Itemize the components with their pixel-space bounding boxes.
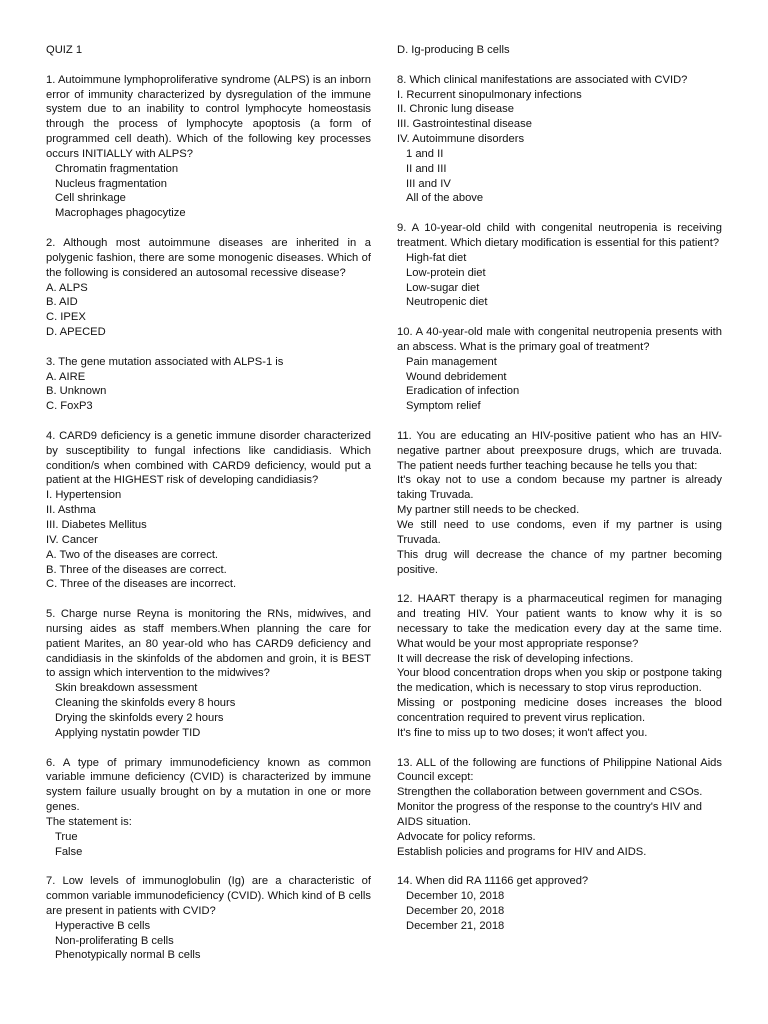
answer-option: Chromatin fragmentation <box>55 162 179 175</box>
answer-option: Cell shrinkage <box>55 192 126 205</box>
answer-option: III and IV <box>406 177 451 190</box>
answer-option: Symptom relief <box>406 400 481 413</box>
answer-option: B. Three of the diseases are correct. <box>46 563 227 576</box>
answer-option: High-fat diet <box>406 251 467 264</box>
answer-option: C. IPEX <box>46 311 86 324</box>
answer-option: Phenotypically normal B cells <box>55 949 201 962</box>
answer-option: Neutropenic diet <box>406 296 488 309</box>
answer-option: Strengthen the collaboration between government and CSOs. <box>397 786 703 799</box>
answer-option: II. Chronic lung disease <box>397 103 514 116</box>
answer-option: December 21, 2018 <box>406 919 505 932</box>
question-text: 3. The gene mutation associated with ALPS-1 is <box>46 355 284 368</box>
answer-option: The statement is: <box>46 815 132 828</box>
answer-option: A. ALPS <box>46 281 88 294</box>
answer-option: III. Gastrointestinal disease <box>397 118 532 131</box>
answer-option: Advocate for policy reforms. <box>397 830 536 843</box>
answer-option: Your blood concentration drops when you skip or postpone taking the medication, which is necessary to stop virus reproduction. <box>397 667 722 695</box>
answer-option: It's fine to miss up to two doses; it won't affect you. <box>397 726 648 739</box>
answer-option: This drug will decrease the chance of my partner becoming positive. <box>397 548 722 576</box>
answer-option: Pain management <box>406 355 497 368</box>
answer-option: Wound debridement <box>406 370 507 383</box>
answer-option: We still need to use condoms, even if my partner is using Truvada. <box>397 519 722 546</box>
answer-option: Establish policies and programs for HIV and AIDS. <box>397 845 647 858</box>
answer-option: It's okay not to use a condom because my partner is already taking Truvada. <box>397 474 722 502</box>
answer-option: C. FoxP3 <box>46 400 93 413</box>
answer-option: Eradication of infection <box>406 385 520 398</box>
question-text: 10. A 40-year-old male with congenital neutropenia presents with an abscess. What is the primary goal of treatment? <box>397 326 722 353</box>
answer-option: Drying the skinfolds every 2 hours <box>55 711 224 724</box>
answer-option: II. Asthma <box>46 504 96 517</box>
question-text: 9. A 10-year-old child with congenital neutropenia is receiving treatment. Which dietary modification is essential for this patient? <box>397 222 722 249</box>
answer-option: II and III <box>406 162 447 175</box>
question-text: 14. When did RA 11166 get approved? <box>397 875 589 888</box>
left-column <box>46 43 371 963</box>
answer-option: Low-sugar diet <box>406 281 480 294</box>
answer-option: All of the above <box>406 192 484 205</box>
answer-option: D. APECED <box>46 326 106 339</box>
answer-option: False <box>55 845 83 858</box>
answer-option: Skin breakdown assessment <box>55 682 198 695</box>
answer-option: D. Ig-producing B cells <box>397 44 510 56</box>
answer-option: Cleaning the skinfolds every 8 hours <box>55 697 236 710</box>
right-column <box>397 43 722 934</box>
answer-option: A. Two of the diseases are correct. <box>46 548 219 561</box>
answer-option: 1 and II <box>406 147 444 160</box>
answer-option: My partner still needs to be checked. <box>397 504 580 517</box>
answer-option: Applying nystatin powder TID <box>55 726 201 739</box>
answer-option: Monitor the progress of the response to the country's HIV and AIDS situation. <box>397 801 702 828</box>
question-text: 6. A type of primary immunodeficiency known as common variable immune deficiency (CVID) is characterized by immune system failure usually brought on by a mutation in one or more genes. <box>46 756 371 814</box>
answer-option: Macrophages phagocytize <box>55 207 186 220</box>
answer-option: C. Three of the diseases are incorrect. <box>46 578 237 591</box>
quiz-title: QUIZ 1 <box>46 44 83 56</box>
question-text: 2. Although most autoimmune diseases are inherited in a polygenic fashion, there are some monogenic diseases. Which of the following is considered an autosomal recessive disease? <box>46 236 371 279</box>
answer-option: I. Recurrent sinopulmonary infections <box>397 88 582 101</box>
question-text: 7. Low levels of immunoglobulin (Ig) are a characteristic of common variable immunodeficiency (CVID). Which kind of B cells are present in patients with CVID? <box>46 875 371 917</box>
answer-option: A. AIRE <box>46 370 86 383</box>
question-text: 1. Autoimmune lymphoproliferative syndrome (ALPS) is an inborn error of immunity characterized by dysregulation of the immune system due to an inability to control lymphocyte homeostasis through the process of lymphocyte apoptosis (a form of programmed cell death). Which of the following key processes occurs INITIALLY with ALPS? <box>46 73 371 160</box>
answer-option: B. AID <box>46 296 78 309</box>
question-text: 11. You are educating an HIV-positive patient who has an HIV-negative partner about preexposure drugs, which are truvada. The patient needs further teaching because he tells you that: <box>397 429 722 472</box>
answer-option: December 10, 2018 <box>406 890 505 903</box>
answer-option: IV. Autoimmune disorders <box>397 133 525 146</box>
answer-option: III. Diabetes Mellitus <box>46 519 147 531</box>
answer-option: Missing or postponing medicine doses increases the blood concentration required to prevent virus replication. <box>397 697 722 724</box>
question-text: 4. CARD9 deficiency is a genetic immune disorder characterized by susceptibility to fungal infections like candidiasis. Which condition/s when combined with CARD9 deficiency, would put a patient at the HIGHEST risk of developing candidiasis? <box>46 429 371 487</box>
question-text: 12. HAART therapy is a pharmaceutical regimen for managing and treating HIV. Your patient wants to know why it is so necessary to take the medication every day at the same time. What would be your most appropriate response? <box>397 593 722 650</box>
answer-option: December 20, 2018 <box>406 904 505 917</box>
answer-option: It will decrease the risk of developing infections. <box>397 652 634 665</box>
answer-option: Nucleus fragmentation <box>55 177 167 190</box>
answer-option: Low-protein diet <box>406 266 486 279</box>
question-text: 13. ALL of the following are functions of Philippine National Aids Council except: <box>397 756 722 784</box>
answer-option: Non-proliferating B cells <box>55 934 174 947</box>
answer-option: True <box>55 830 78 843</box>
answer-option: I. Hypertension <box>46 489 122 502</box>
answer-option: Hyperactive B cells <box>55 919 151 932</box>
question-text: 5. Charge nurse Reyna is monitoring the RNs, midwives, and nursing aides as staff members.When planning the care for patient Marites, an 80 year-old who has CARD9 deficiency and candidiasis in the skinfolds of the abdomen and groin, it is BEST to assign which intervention to the midwives? <box>46 608 371 680</box>
answer-option: IV. Cancer <box>46 533 98 546</box>
question-text: 8. Which clinical manifestations are associated with CVID? <box>397 73 688 86</box>
answer-option: B. Unknown <box>46 385 107 398</box>
